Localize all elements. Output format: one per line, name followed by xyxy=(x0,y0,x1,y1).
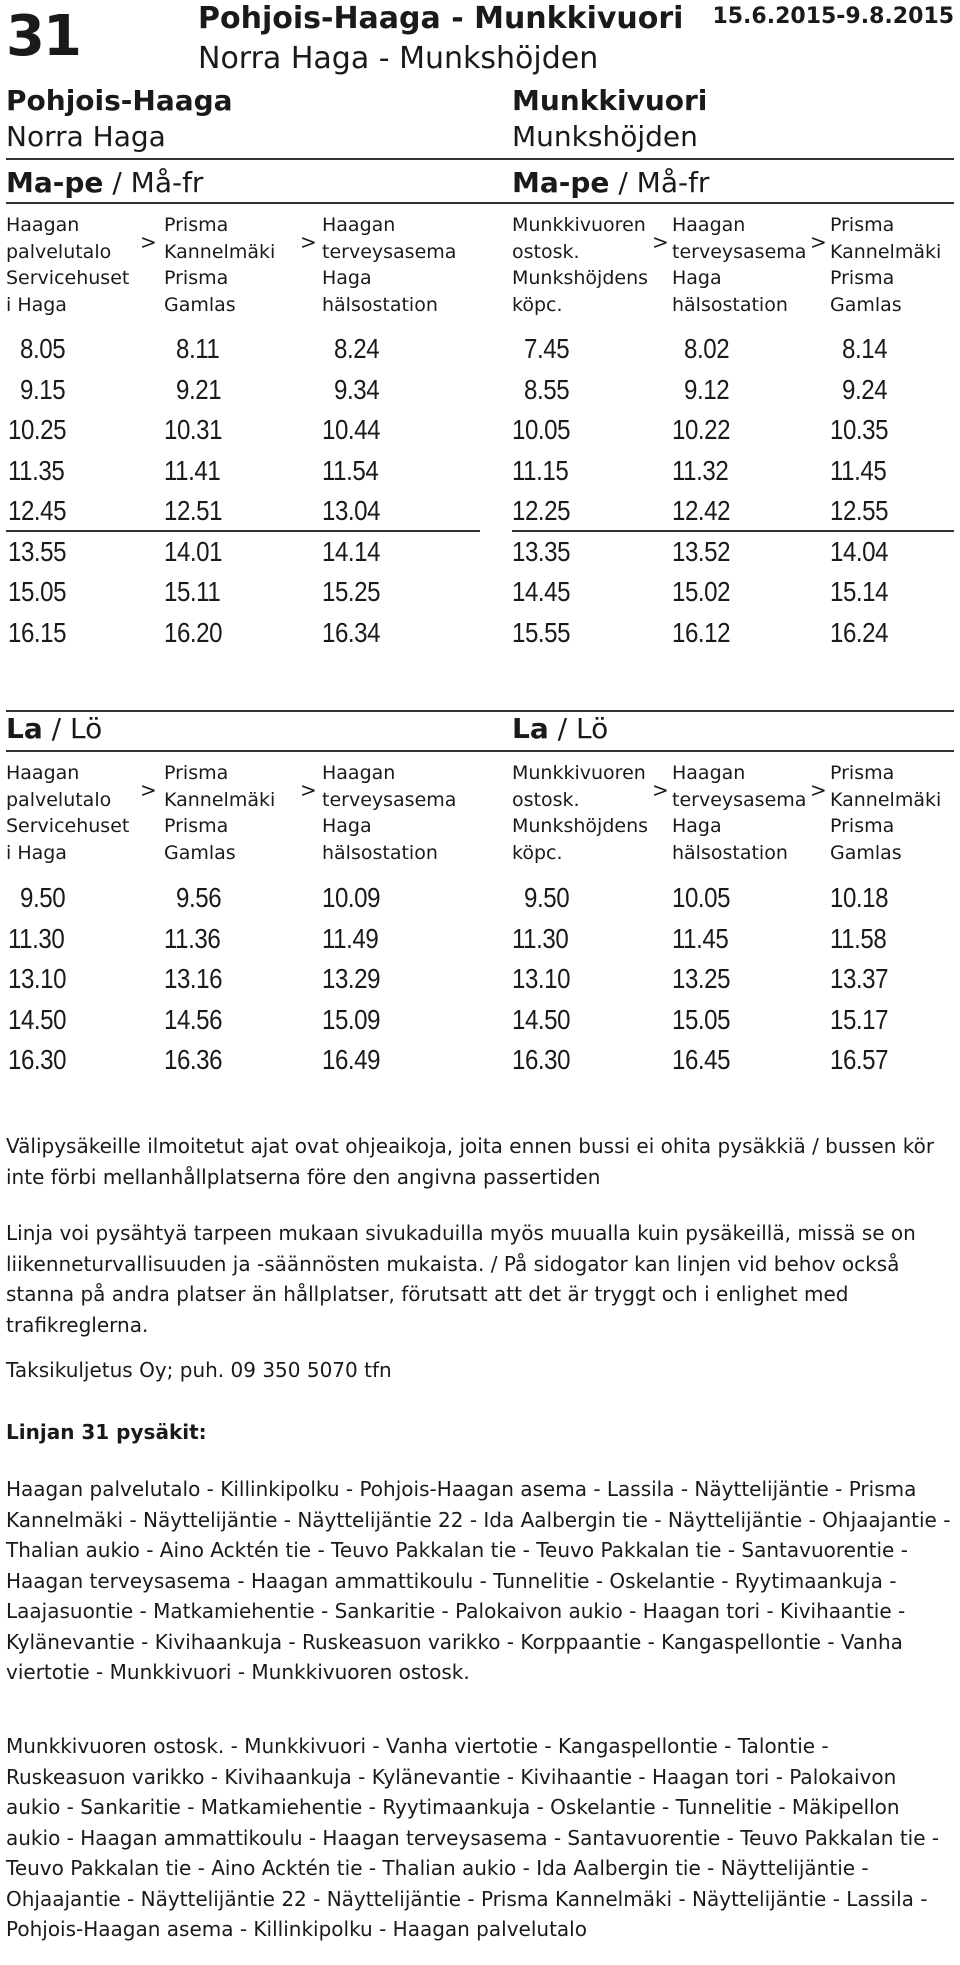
days-fi: Ma-pe xyxy=(6,166,104,199)
stop-line: Haagan xyxy=(6,762,80,784)
stop-header-weekday-left-0 xyxy=(6,212,154,318)
departure-time: 15.02 xyxy=(672,576,731,607)
departure-time: 13.04 xyxy=(322,495,381,526)
departure-time: 9.56 xyxy=(176,882,222,913)
arrow-icon: > xyxy=(810,230,827,254)
times-weekday-right-1 xyxy=(672,329,801,653)
stop-line: Munkshöjdens xyxy=(512,815,649,837)
stop-line: köpc. xyxy=(512,841,563,864)
stop-line: Prisma xyxy=(830,762,895,784)
departure-time: 13.10 xyxy=(8,963,67,994)
divider xyxy=(6,710,954,712)
departure-time: 11.58 xyxy=(830,922,887,954)
times-saturday-left-2 xyxy=(322,878,451,1081)
departure-time: 13.16 xyxy=(164,963,223,994)
arrow-icon: > xyxy=(300,230,317,254)
stop-line: Prisma xyxy=(164,815,229,837)
departure-time: 14.45 xyxy=(512,576,571,607)
stops-list-outbound: Haagan palvelutalo - Killinkipolku - Pohjois-Haagan asema - Lassila - Näyttelijäntie - Prisma Kannelmäki - Näyttelijäntie - Näyttelijäntie 22 - Ida Aalbergin tie - Näyttelijäntie - Ohjaajantie - Thalian aukio - Aino Acktén tie - Teuvo Pakkalan tie - Teuvo Pakkalan tie - Santavuorentie - Haagan terveysasema - Haagan ammattikoulu - Tunnelitie - Oskelantie - Ryytimaankuja - Laajasuontie - Matkamiehentie - Sankaritie - Palokaivon aukio - Haagan tori - Kivihaantie - Kylänevantie - Kivihaankuja - Ruskeasuon varikko - Korppaantie - Kangaspellontie - Vanha viertotie - Munkkivuori - Munkkivuoren ostosk. xyxy=(6,1477,951,1684)
days-sv: / Må-fr xyxy=(103,166,204,199)
departure-time: 16.12 xyxy=(672,616,731,648)
stop-line: Munkkivuoren xyxy=(512,762,646,784)
departure-time: 11.30 xyxy=(8,922,65,954)
midday-divider-right xyxy=(512,530,954,532)
departure-time: 8.11 xyxy=(176,333,220,364)
divider xyxy=(6,750,954,752)
times-weekday-left-1 xyxy=(164,329,293,653)
stop-line: hälsostation xyxy=(672,841,788,864)
stop-line: Haga xyxy=(322,815,372,837)
times-weekday-right-0 xyxy=(512,329,641,653)
departure-time: 13.10 xyxy=(512,963,571,994)
departure-time: 10.05 xyxy=(672,882,731,913)
departure-time: 11.35 xyxy=(8,454,65,486)
stop-header-weekday-right-0 xyxy=(512,212,656,318)
departure-time: 12.25 xyxy=(512,495,571,526)
departure-time: 13.37 xyxy=(830,963,889,994)
stops-heading: Linjan 31 pysäkit: xyxy=(6,1420,207,1444)
departure-time: 10.25 xyxy=(8,414,67,445)
departure-time: 15.05 xyxy=(8,576,67,607)
departure-time: 11.45 xyxy=(672,922,729,954)
stop-header-saturday-right-0 xyxy=(512,760,656,866)
stop-line: Prisma xyxy=(164,762,229,784)
arrow-icon: > xyxy=(140,230,157,254)
departure-time: 16.57 xyxy=(830,1044,889,1075)
departure-time: 10.22 xyxy=(672,414,731,445)
times-saturday-right-2 xyxy=(830,878,938,1081)
departure-time: 16.20 xyxy=(164,616,223,648)
departure-time: 12.55 xyxy=(830,495,889,526)
departure-time: 15.11 xyxy=(164,576,221,607)
stop-line: terveysasema xyxy=(672,788,807,811)
times-saturday-left-0 xyxy=(8,878,137,1081)
departure-time: 15.55 xyxy=(512,616,571,648)
stop-line: Munkshöjdens xyxy=(512,267,649,289)
departure-time: 10.31 xyxy=(164,414,223,445)
departure-time: 16.49 xyxy=(322,1044,381,1075)
departure-time: 14.04 xyxy=(830,535,889,567)
origin-right-sv: Munkshöjden xyxy=(512,120,698,153)
origin-left-fi: Pohjois-Haaga xyxy=(6,84,233,117)
departure-time: 10.09 xyxy=(322,882,381,913)
stop-line: Haga xyxy=(672,815,722,837)
departure-time: 11.32 xyxy=(672,454,729,486)
departure-time: 9.12 xyxy=(684,373,730,405)
days-sv: / Lö xyxy=(548,712,609,745)
departure-time: 15.09 xyxy=(322,1003,381,1035)
stop-line: Gamlas xyxy=(830,841,902,864)
stop-line: Servicehuset xyxy=(6,815,130,837)
stop-line: terveysasema xyxy=(672,240,807,263)
departure-time: 13.55 xyxy=(8,535,67,567)
departure-time: 9.21 xyxy=(176,373,222,405)
stop-header-saturday-right-2 xyxy=(830,760,958,866)
departure-time: 13.25 xyxy=(672,963,731,994)
stop-line: hälsostation xyxy=(672,293,788,316)
times-saturday-right-0 xyxy=(512,878,641,1081)
stop-line: Servicehuset xyxy=(6,267,130,289)
operator-info: Taksikuljetus Oy; puh. 09 350 5070 tfn xyxy=(6,1358,392,1382)
arrow-icon: > xyxy=(300,778,317,802)
days-fi: Ma-pe xyxy=(512,166,610,199)
departure-time: 10.18 xyxy=(830,882,889,913)
arrow-icon: > xyxy=(810,778,827,802)
stop-line: Kannelmäki xyxy=(164,788,276,811)
stopping-note: Linja voi pysähtyä tarpeen mukaan sivukaduilla myös muualla kuin pysäkeillä, missä se on liikenneturvallisuuden ja -säännösten mukaista. / På sidogator kan linjen vid behov också stanna på andra platser än hållplatser, förutsatt att det är tryggt och i enlighet med trafikreglerna. xyxy=(6,1221,916,1337)
departure-time: 9.24 xyxy=(842,373,888,405)
departure-time: 12.51 xyxy=(164,495,223,526)
departure-time: 12.45 xyxy=(8,495,67,526)
stop-line: Kannelmäki xyxy=(830,240,942,263)
departure-time: 14.14 xyxy=(322,535,381,567)
departure-time: 16.34 xyxy=(322,616,381,648)
stop-line: ostosk. xyxy=(512,240,580,263)
days-label-saturday-right xyxy=(512,712,608,746)
departure-time: 11.45 xyxy=(830,454,887,486)
validity-period: 15.6.2015-9.8.2015 xyxy=(712,4,954,29)
departure-time: 12.42 xyxy=(672,495,731,526)
departure-time: 16.30 xyxy=(512,1044,571,1075)
stop-line: Haagan xyxy=(672,762,746,784)
times-weekday-right-2 xyxy=(830,329,938,653)
times-saturday-left-1 xyxy=(164,878,293,1081)
departure-time: 14.01 xyxy=(164,535,223,567)
departure-time: 11.54 xyxy=(322,454,379,486)
departure-time: 13.52 xyxy=(672,535,731,567)
departure-time: 9.34 xyxy=(334,373,380,405)
arrow-icon: > xyxy=(140,778,157,802)
stop-line: Haagan xyxy=(322,762,396,784)
stop-line: Gamlas xyxy=(164,293,236,316)
departure-time: 13.35 xyxy=(512,535,571,567)
stop-line: ostosk. xyxy=(512,788,580,811)
departure-time: 9.15 xyxy=(20,373,66,405)
route-title-sv: Norra Haga - Munkshöjden xyxy=(198,41,599,76)
departure-time: 14.56 xyxy=(164,1003,223,1035)
route-number: 31 xyxy=(6,4,80,69)
divider xyxy=(6,202,954,204)
stop-line: hälsostation xyxy=(322,293,438,316)
stop-line: Prisma xyxy=(830,214,895,236)
departure-time: 10.05 xyxy=(512,414,571,445)
stop-line: Munkkivuoren xyxy=(512,214,646,236)
stop-line: i Haga xyxy=(6,293,67,316)
departure-time: 16.15 xyxy=(8,616,67,648)
departure-time: 16.30 xyxy=(8,1044,67,1075)
stop-line: Prisma xyxy=(830,815,895,837)
stop-line: palvelutalo xyxy=(6,240,112,263)
origin-left-sv: Norra Haga xyxy=(6,120,166,153)
stop-line: Haga xyxy=(672,267,722,289)
stop-header-weekday-right-1 xyxy=(672,212,814,318)
stop-header-weekday-left-1 xyxy=(164,212,304,318)
stop-line: Prisma xyxy=(164,214,229,236)
stop-line: terveysasema xyxy=(322,240,457,263)
times-weekday-left-0 xyxy=(8,329,137,653)
departure-time: 15.05 xyxy=(672,1003,731,1035)
departure-time: 8.14 xyxy=(842,333,888,364)
departure-time: 16.45 xyxy=(672,1044,731,1075)
stop-line: palvelutalo xyxy=(6,788,112,811)
departure-time: 16.24 xyxy=(830,616,889,648)
departure-time: 14.50 xyxy=(512,1003,571,1035)
departure-time: 11.15 xyxy=(512,454,569,486)
divider xyxy=(6,158,954,160)
departure-time: 15.25 xyxy=(322,576,381,607)
stop-line: terveysasema xyxy=(322,788,457,811)
times-weekday-left-2 xyxy=(322,329,451,653)
departure-time: 9.50 xyxy=(524,882,570,913)
departure-time: 10.35 xyxy=(830,414,889,445)
arrow-icon: > xyxy=(652,230,669,254)
departure-time: 7.45 xyxy=(524,333,570,364)
stop-header-saturday-left-1 xyxy=(164,760,304,866)
route-title-fi: Pohjois-Haaga - Munkkivuori xyxy=(198,1,684,36)
stop-line: Prisma xyxy=(164,267,229,289)
stop-header-weekday-left-2 xyxy=(322,212,482,318)
midday-divider-left xyxy=(6,530,480,532)
departure-time: 11.30 xyxy=(512,922,569,954)
departure-time: 11.41 xyxy=(164,454,221,486)
stop-line: Haagan xyxy=(672,214,746,236)
stop-line: Kannelmäki xyxy=(830,788,942,811)
departure-time: 10.44 xyxy=(322,414,381,445)
stop-line: Prisma xyxy=(830,267,895,289)
departure-time: 11.36 xyxy=(164,922,221,954)
stops-list-inbound: Munkkivuoren ostosk. - Munkkivuori - Vanha viertotie - Kangaspellontie - Talontie - Ruskeasuon varikko - Kivihaankuja - Kylänevantie - Kivihaantie - Haagan tori - Palokaivon aukio - Sankaritie - Matkamiehentie - Ryytimaankuja - Oskelantie - Tunnelitie - Mäkipellon aukio - Haagan ammattikoulu - Haagan terveysasema - Santavuorentie - Teuvo Pakkalan tie - Teuvo Pakkalan tie - Aino Acktén tie - Thalian aukio - Ida Aalbergin tie - Näyttelijäntie - Ohjaajantie - Näyttelijäntie 22 - Näyttelijäntie - Prisma Kannelmäki - Näyttelijäntie - Lassila - Pohjois-Haagan asema - Killinkipolku - Haagan palvelutalo xyxy=(6,1734,940,1941)
departure-time: 8.55 xyxy=(524,373,570,405)
stop-line: Haagan xyxy=(322,214,396,236)
stop-header-saturday-right-1 xyxy=(672,760,814,866)
departure-time: 8.24 xyxy=(334,333,380,364)
stop-line: Haga xyxy=(322,267,372,289)
days-label-saturday-left xyxy=(6,712,102,746)
stop-line: Haagan xyxy=(6,214,80,236)
stop-header-saturday-left-2 xyxy=(322,760,482,866)
stop-header-saturday-left-0 xyxy=(6,760,154,866)
arrow-icon: > xyxy=(652,778,669,802)
departure-time: 14.50 xyxy=(8,1003,67,1035)
days-label-weekday-right xyxy=(512,166,709,200)
timing-note: Välipysäkeille ilmoitetut ajat ovat ohjeaikoja, joita ennen bussi ei ohita pysäkkiä / bussen kör inte förbi mellanhållplatserna före den angivna passertiden xyxy=(6,1134,935,1189)
days-fi: La xyxy=(6,712,43,745)
departure-time: 11.49 xyxy=(322,922,379,954)
days-label-weekday-left xyxy=(6,166,203,200)
stop-line: Gamlas xyxy=(830,293,902,316)
stop-header-weekday-right-2 xyxy=(830,212,958,318)
departure-time: 15.17 xyxy=(830,1003,889,1035)
departure-time: 13.29 xyxy=(322,963,381,994)
departure-time: 8.05 xyxy=(20,333,66,364)
days-fi: La xyxy=(512,712,549,745)
departure-time: 9.50 xyxy=(20,882,66,913)
origin-right-fi: Munkkivuori xyxy=(512,84,708,117)
days-sv: / Lö xyxy=(42,712,103,745)
stop-line: hälsostation xyxy=(322,841,438,864)
times-saturday-right-1 xyxy=(672,878,801,1081)
departure-time: 8.02 xyxy=(684,333,730,364)
departure-time: 16.36 xyxy=(164,1044,223,1075)
stop-line: köpc. xyxy=(512,293,563,316)
departure-time: 15.14 xyxy=(830,576,889,607)
stop-line: i Haga xyxy=(6,841,67,864)
stop-line: Gamlas xyxy=(164,841,236,864)
days-sv: / Må-fr xyxy=(609,166,710,199)
stop-line: Kannelmäki xyxy=(164,240,276,263)
